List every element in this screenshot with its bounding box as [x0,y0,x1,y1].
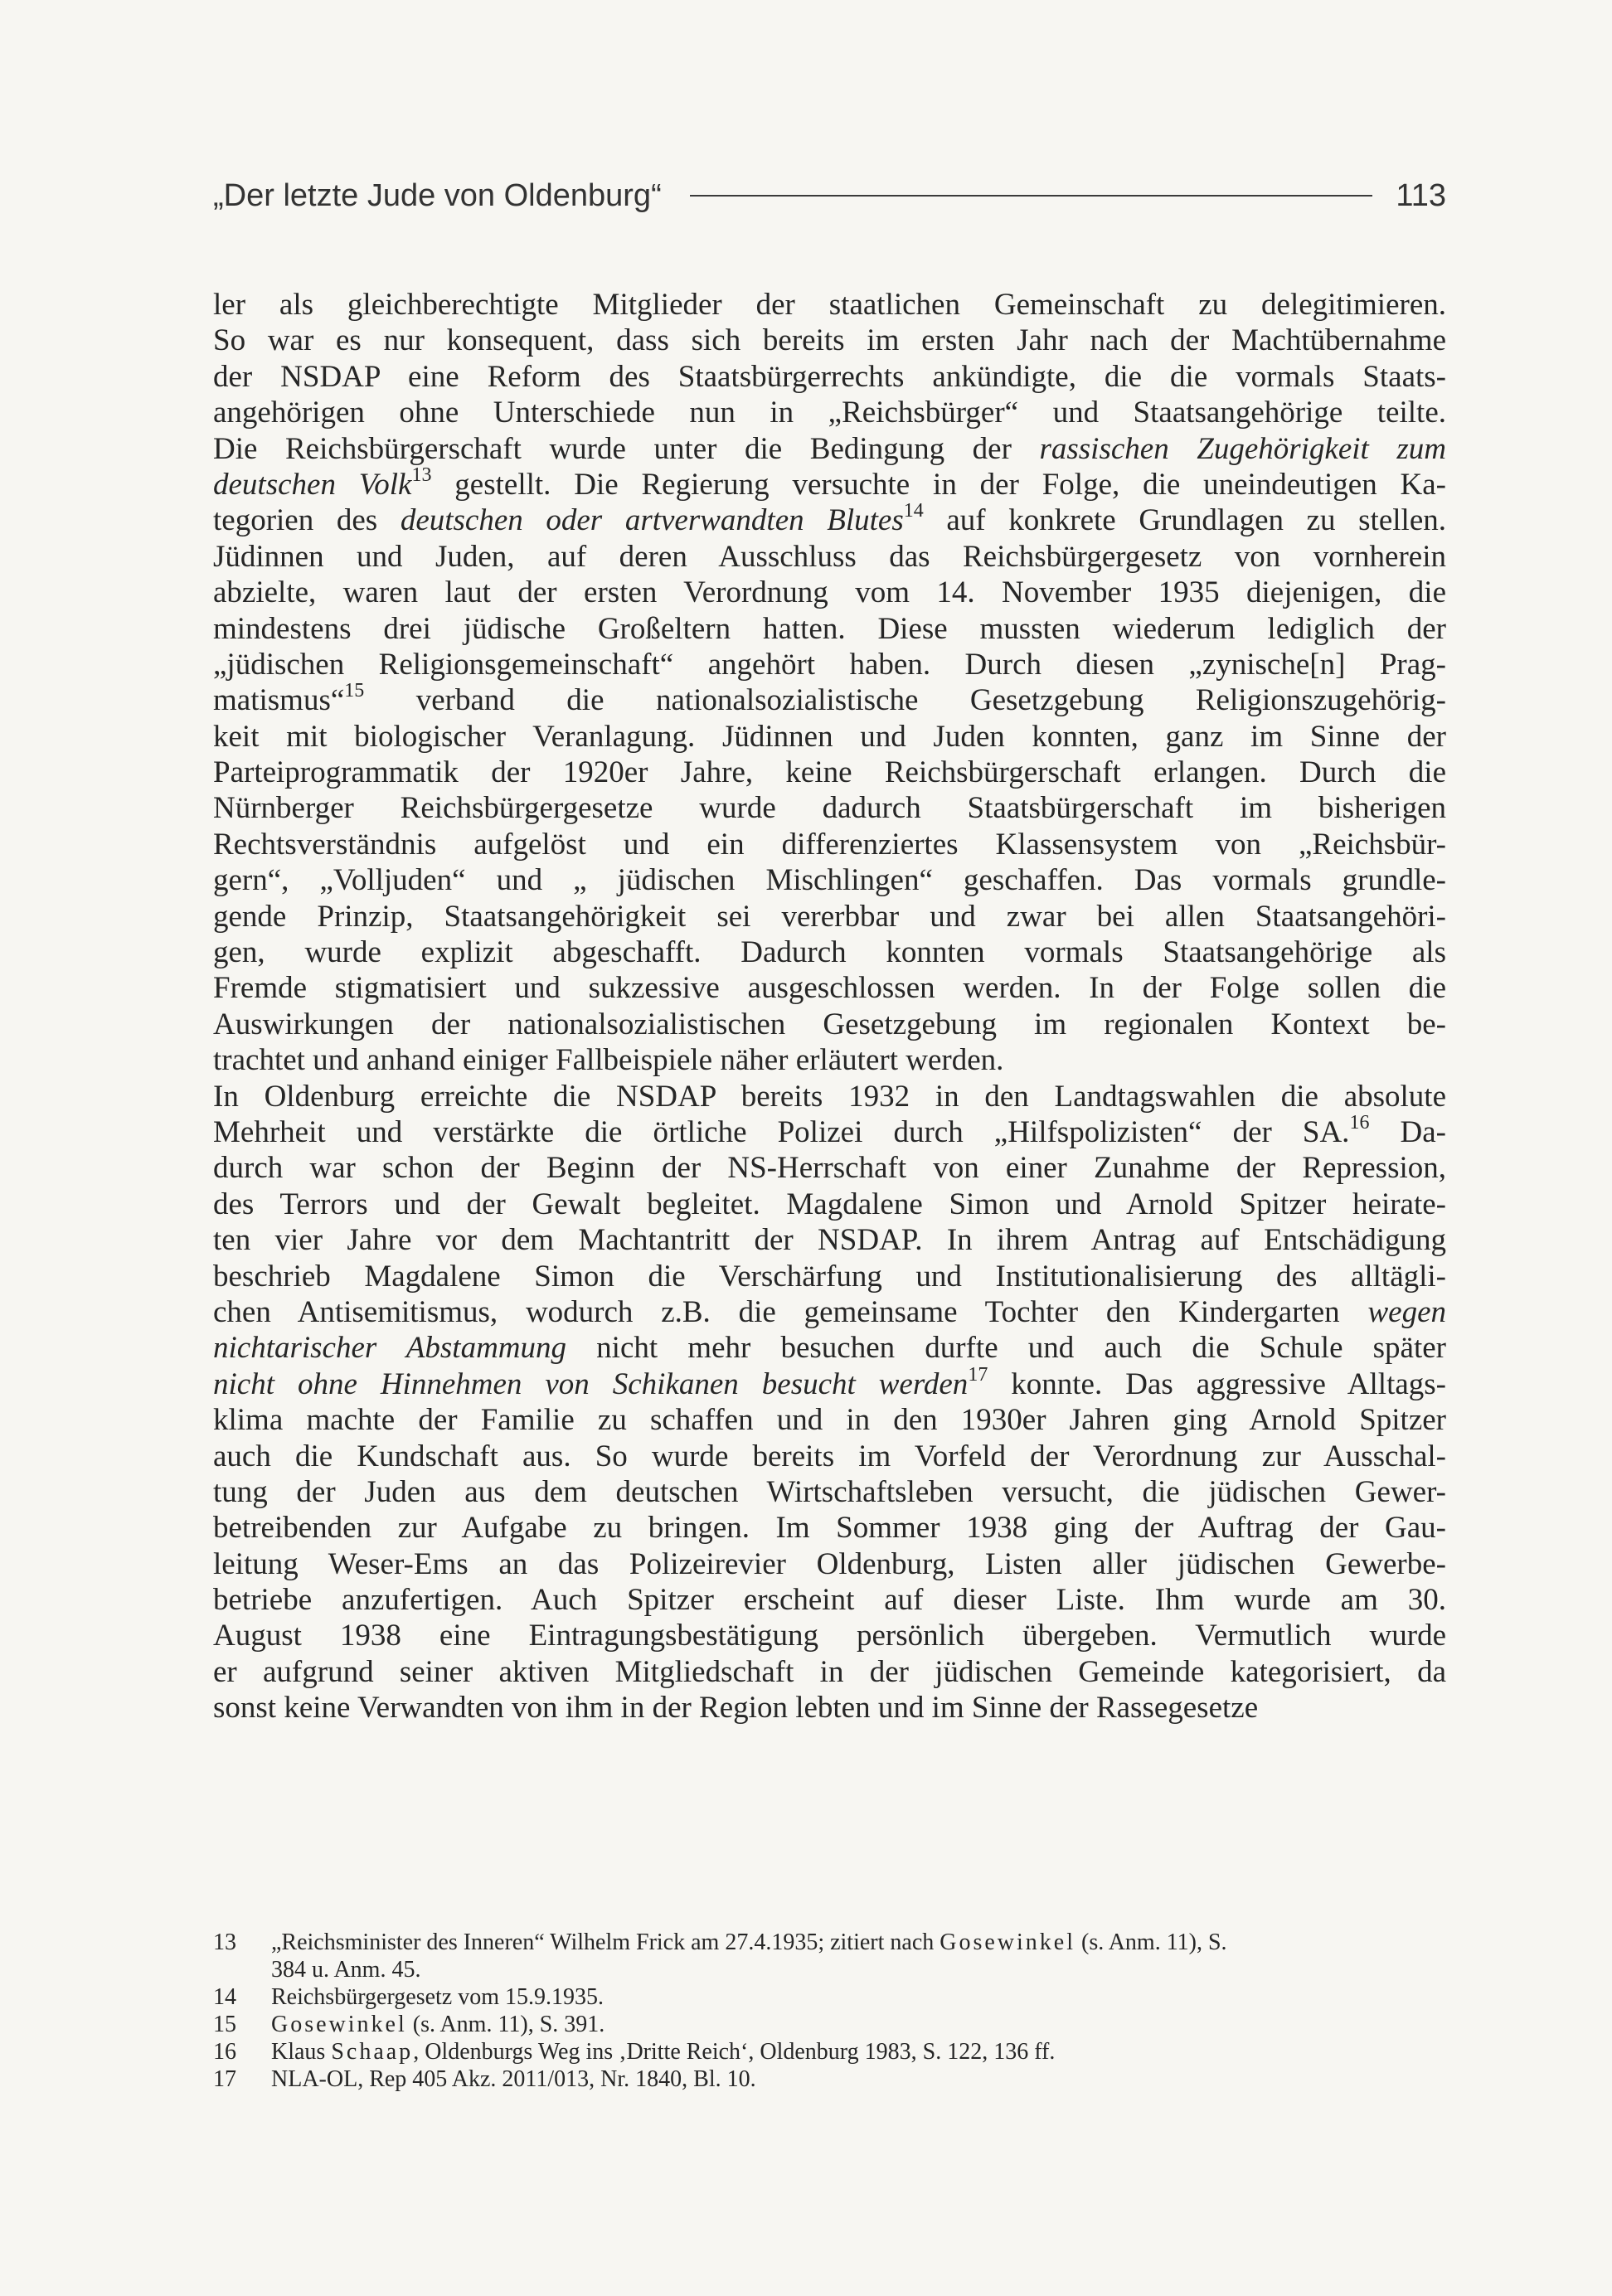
footnote [213,2065,1446,2093]
text-run: mindestens drei jüdische Großeltern hatten. Diese mussten wiederum lediglich der [213,611,1446,646]
text-line [213,395,1446,430]
text-run: tung der Juden aus dem deutschen Wirtschaftsleben versucht, die jüdischen Gewer- [213,1474,1446,1509]
text-run: trachtet und anhand einiger Fallbeispiele näher erläutert werden. [213,1043,1004,1078]
text-run: sonst keine Verwandten von ihm in der Region lebten und im Sinne der Rassegesetze [213,1691,1259,1726]
text-run: durch war schon der Beginn der NS-Herrschaft von einer Zunahme der Repression, [213,1151,1446,1186]
text-run: verband die nationalsozialistische Gesetzgebung Religionszugehörig- [364,683,1446,718]
text-run: In Oldenburg erreichte die NSDAP bereits 1932 in den Landtagswahlen die absolute [213,1079,1446,1114]
footnote-text [271,1983,1446,2011]
text-line [213,1510,1446,1546]
text-line [213,1079,1446,1114]
footnote-line [271,1983,1446,2011]
footnote-text [271,2011,1446,2038]
text-run: Fremde stigmatisiert und sukzessive ausgeschlossen werden. In der Folge sollen die [213,971,1446,1006]
text-line [213,611,1446,647]
footnote-reference: 14 [903,500,924,522]
text-run: betriebe anzufertigen. Auch Spitzer erscheint auf dieser Liste. Ihm wurde am 30. [213,1583,1446,1618]
footnote-number: 13 [213,1930,236,1955]
footnote-text [271,2038,1446,2065]
author-name: Schaap [331,2039,414,2065]
text-line [213,934,1446,970]
text-run: chen Antisemitismus, wodurch z.B. die gemeinsame Tochter den Kindergarten [213,1294,1368,1329]
text-run: auf konkrete Grundlagen zu stellen. [923,503,1446,538]
text-line [213,575,1446,610]
text-line [213,539,1446,575]
text-line [213,1439,1446,1474]
footnote-number: 16 [213,2039,236,2065]
text-run: , Oldenburgs Weg ins ‚Dritte Reich‘, Oldenburg 1983, S. 122, 136 ff. [413,2039,1056,2065]
text-run: auch die Kundschaft aus. So wurde bereits im Vorfeld der Verordnung zur Ausschal- [213,1439,1446,1473]
text-line [213,502,1446,538]
text-line [213,1474,1446,1510]
text-run: (s. Anm. 11), S. [1075,1930,1227,1955]
text-run: NLA-OL, Rep 405 Akz. 2011/013, Nr. 1840, Bl. 10. [271,2066,756,2092]
footnote [213,2038,1446,2065]
text-line [213,1150,1446,1186]
text-line [213,287,1446,323]
text-run: Die Reichsbürgerschaft wurde unter die Bedingung der [213,431,1040,466]
text-run: keit mit biologischer Veranlagung. Jüdinnen und Juden konnten, ganz im Sinne der [213,719,1446,754]
text-run: beschrieb Magdalene Simon die Verschärfung und Institutionalisierung des alltägli- [213,1259,1446,1294]
footnote-line [271,2038,1446,2065]
text-run: des Terrors und der Gewalt begleitet. Magdalene Simon und Arnold Spitzer heirate- [213,1187,1446,1221]
text-line [213,1402,1446,1438]
text-run: nicht mehr besuchen durfte und auch die Schule später [566,1331,1446,1366]
text-run: Jüdinnen und Juden, auf deren Ausschluss das Reichsbürgergesetz von vornherein [213,539,1446,574]
text-line [213,1259,1446,1294]
text-line [213,827,1446,862]
footnote-reference: 16 [1349,1111,1370,1133]
footnote-reference: 13 [411,464,432,486]
text-run: angehörigen ohne Unterschiede nun in „Reichsbürger“ und Staatsangehörige teilte. [213,396,1446,430]
text-run: abzielte, waren laut der ersten Verordnung vom 14. November 1935 diejenigen, die [213,575,1446,610]
text-run: Parteiprogrammatik der 1920er Jahre, keine Reichsbürgerschaft erlangen. Durch die [213,755,1446,790]
text-run: gestellt. Die Regierung versuchte in der Folge, die uneindeutigen Ka- [431,467,1446,502]
text-run: ten vier Jahre vor dem Machtantritt der NSDAP. In ihrem Antrag auf Entschädigung [213,1223,1446,1258]
running-title: „Der letzte Jude von Oldenburg“ [213,177,662,213]
text-line [213,1111,1446,1150]
footnote-line [271,1929,1446,1956]
text-line [213,359,1446,395]
text-run: Rechtsverständnis aufgelöst und ein differenziertes Klassensystem von „Reichsbür- [213,827,1446,862]
header-rule [690,195,1373,197]
text-line [213,719,1446,755]
text-line [213,323,1446,358]
text-run: Reichsbürgergesetz vom 15.9.1935. [271,1984,604,2010]
text-run: gende Prinzip, Staatsangehörigkeit sei vererbbar und zwar bei allen Staatsangehöri- [213,899,1446,934]
footnote-number: 17 [213,2066,236,2092]
author-name: Gosewinkel [271,2012,407,2037]
italic-quote: wegen [1367,1294,1446,1329]
text-run: (s. Anm. 11), S. 391. [406,2012,605,2037]
text-line [213,1654,1446,1690]
italic-quote: deutschen Volk [213,467,412,502]
text-line [213,1618,1446,1653]
text-line [213,1363,1446,1402]
footnote [213,2011,1446,2038]
footnote [213,1929,1446,1983]
footnote-number: 14 [213,1984,236,2010]
text-line [213,464,1446,502]
text-line [213,1582,1446,1618]
text-line [213,431,1446,467]
text-run: matismus“ [213,683,345,718]
text-run: leitung Weser-Ems an das Polizeirevier Oldenburg, Listen aller jüdischen Gewerbe- [213,1546,1446,1581]
text-line [213,647,1446,682]
text-run: klima machte der Familie zu schaffen und in den 1930er Jahren ging Arnold Spitzer [213,1403,1446,1438]
italic-quote: deutschen oder artverwandten Blutes [400,503,904,538]
text-line [213,1187,1446,1222]
text-line [213,1222,1446,1258]
text-line [213,755,1446,790]
text-line [213,970,1446,1006]
text-run: betreibenden zur Aufgabe zu bringen. Im Sommer 1938 ging der Auftrag der Gau- [213,1511,1446,1546]
text-run: Klaus [271,2039,332,2065]
text-run: tegorien des [213,503,401,538]
footnote-text [271,1929,1446,1983]
text-run: 384 u. Anm. 45. [271,1957,421,1983]
text-run: gen, wurde explizit abgeschafft. Dadurch konnten vormals Staatsangehörige als [213,935,1446,970]
footnote-line [271,1956,1446,1983]
text-line [213,1546,1446,1582]
footnote-number: 15 [213,2012,236,2037]
text-run: konnte. Das aggressive Alltags- [988,1366,1446,1401]
italic-quote: nicht ohne Hinnehmen von Schikanen besucht werden [213,1366,969,1401]
text-line [213,1294,1446,1330]
text-line [213,862,1446,898]
text-line [213,790,1446,826]
footnote-text [271,2065,1446,2093]
text-run: „Reichsminister des Inneren“ Wilhelm Frick am 27.4.1935; zitiert nach [271,1930,940,1955]
text-run: er aufgrund seiner aktiven Mitgliedschaft in der jüdischen Gemeinde kategorisiert, da [213,1654,1446,1689]
text-line [213,1690,1446,1726]
text-line [213,1330,1446,1366]
text-run: Da- [1369,1114,1446,1149]
footnote [213,1983,1446,2011]
body-text [213,287,1446,1726]
text-run: der NSDAP eine Reform des Staatsbürgerrechts ankündigte, die die vormals Staats- [213,359,1446,394]
footnote-line [271,2065,1446,2093]
text-line [213,1007,1446,1042]
italic-quote: nichtarischer Abstammung [213,1331,567,1366]
footnote-reference: 17 [968,1363,988,1386]
text-run: Nürnberger Reichsbürgergesetze wurde dadurch Staatsbürgerschaft im bisherigen [213,791,1446,826]
footnote-reference: 15 [344,680,365,702]
italic-quote: rassischen Zugehörigkeit zum [1039,431,1446,466]
text-run: Mehrheit und verstärkte die örtliche Polizei durch „Hilfspolizisten“ der SA. [213,1114,1350,1149]
text-run: „jüdischen Religionsgemeinschaft“ angehört haben. Durch diesen „zynische[n] Prag- [213,647,1446,682]
footnote-line [271,2011,1446,2038]
author-name: Gosewinkel [940,1930,1076,1955]
text-run: August 1938 eine Eintragungsbestätigung persönlich übergeben. Vermutlich wurde [213,1619,1446,1653]
text-run: gern“, „Volljuden“ und „ jüdischen Mischlingen“ geschaffen. Das vormals grundle- [213,863,1446,898]
text-run: So war es nur konsequent, dass sich bereits im ersten Jahr nach der Machtübernahme [213,323,1446,358]
text-run: ler als gleichberechtigte Mitglieder der staatlichen Gemeinschaft zu delegitimieren. [213,288,1446,322]
page-number: 113 [1396,177,1446,213]
running-header [213,163,1446,229]
text-line [213,682,1446,718]
text-run: Auswirkungen der nationalsozialistischen Gesetzgebung im regionalen Kontext be- [213,1007,1446,1041]
text-line [213,1042,1446,1078]
text-line [213,899,1446,934]
footnotes [213,1929,1446,2093]
